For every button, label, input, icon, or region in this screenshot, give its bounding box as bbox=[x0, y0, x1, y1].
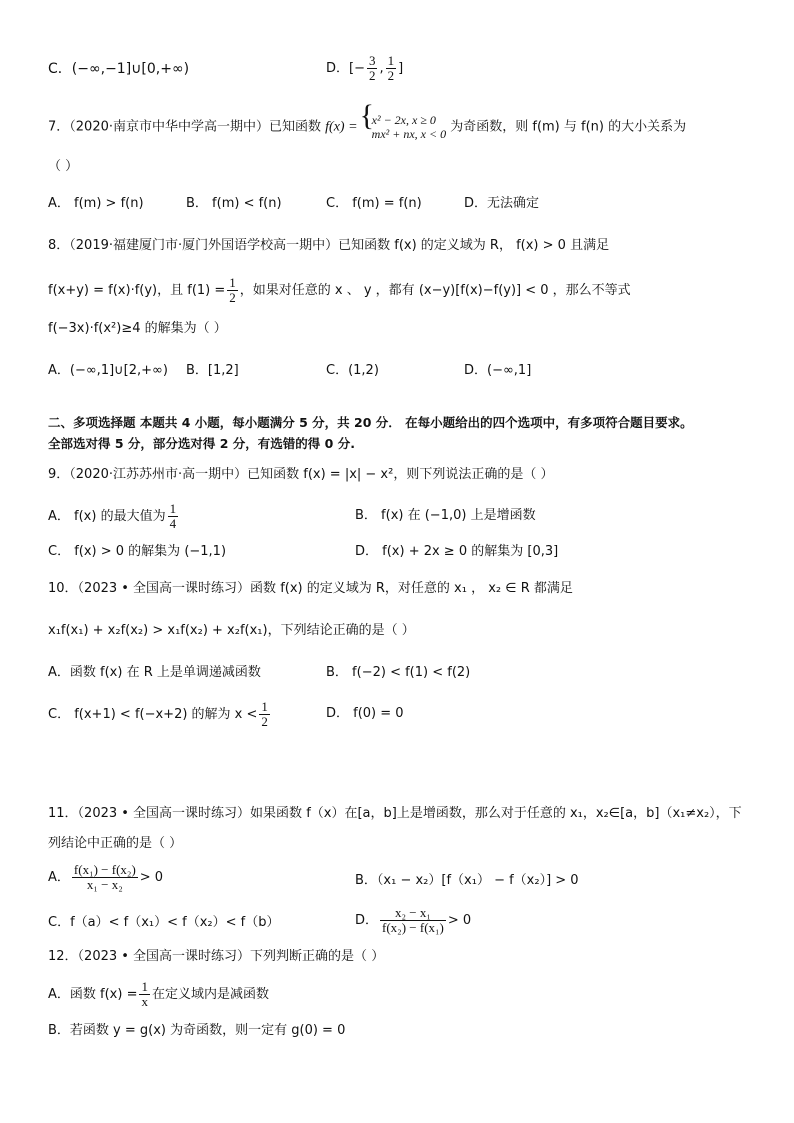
q7-piecewise: { x² − 2x, x ≥ 0 mx² + nx, x < 0 bbox=[362, 113, 446, 141]
q8-line2-b: ，如果对任意的 x 、 y ，都有 (x−y)[f(x)−f(y)] < 0 ，那么不等式 bbox=[239, 283, 631, 298]
q12-option-a-post: 在定义域内是减函数 bbox=[151, 987, 269, 1002]
q6-option-d-comma: , bbox=[379, 61, 384, 76]
q8-option-b: B．[1,2] bbox=[186, 363, 239, 378]
q10-option-c-text: C． f(x+1) < f(−x+2) 的解为 x < bbox=[48, 707, 258, 722]
q6-option-d bbox=[326, 54, 403, 83]
q12-option-a-text: A．函数 f(x) = bbox=[48, 987, 138, 1002]
q11-option-b: B．（x₁ − x₂）[f（x₁） − f（x₂）] > 0 bbox=[355, 873, 579, 888]
q8-stem-line1: 8．（2019·福建厦门市·厦门外国语学校高一期中）已知函数 f(x) 的定义域为 R， f(x) > 0 且满足 bbox=[48, 238, 610, 253]
section2-heading-line1: 二、多项选择题 本题共 4 小题，每小题满分 5 分，共 20 分． 在每小题给出的四个选项中，有多项符合题目要求。 bbox=[48, 415, 693, 430]
q8-stem-line2 bbox=[48, 276, 631, 305]
q7-option-b: B． f(m) < f(n) bbox=[186, 196, 282, 211]
q11-stem-line2: 列结论中正确的是（ ） bbox=[48, 836, 183, 851]
q11-option-c: C．f（a）< f（x₁）< f（x₂）< f（b） bbox=[48, 915, 280, 930]
q11-option-d-post: > 0 bbox=[447, 913, 472, 928]
q8-stem-line3: f(−3x)·f(x²)≥4 的解集为（ ） bbox=[48, 321, 227, 336]
q10-stem-line1: 10．（2023 • 全国高一课时练习）函数 f(x) 的定义域为 R，对任意的 x₁ ， x₂ ∈ R 都满足 bbox=[48, 581, 573, 596]
q7-option-c: C． f(m) = f(n) bbox=[326, 196, 422, 211]
q7-answer-paren: （ ） bbox=[48, 159, 79, 174]
q9-option-a-fraction: $\frac{1}{4}$ bbox=[169, 501, 177, 531]
q11-option-a bbox=[48, 863, 163, 892]
q12-option-a bbox=[48, 980, 269, 1009]
q10-option-c-fraction: $\frac{1}{2}$ bbox=[261, 699, 268, 729]
q11-option-a-fraction: $\frac{\text{f(x₁) − f(x₂)}}{\text{x₁ − x₂}}$ bbox=[73, 862, 136, 892]
q6-option-c: C．(−∞,−1]∪[0,+∞) bbox=[48, 61, 190, 77]
q9-stem: 9．（2020·江苏苏州市·高一期中）已知函数 f(x) = |x| − x²，则下列说法正确的是（ ） bbox=[48, 467, 554, 482]
q8-line2-a: f(x+y) = f(x)·f(y)，且 f(1) = bbox=[48, 283, 226, 298]
q7-stem bbox=[48, 113, 686, 141]
q9-option-b: B． f(x) 在 (−1,0) 上是增函数 bbox=[355, 508, 536, 523]
q9-option-d: D． f(x) + 2x ≥ 0 的解集为 [0,3] bbox=[355, 544, 559, 559]
q11-option-a-label: A． bbox=[48, 870, 70, 885]
section2-heading-line2: 全部选对得 5 分，部分选对得 2 分，有选错的得 0 分. bbox=[48, 436, 355, 451]
q7-option-d: D．无法确定 bbox=[464, 196, 540, 211]
q9-option-a bbox=[48, 502, 180, 531]
q9-option-a-text: A． f(x) 的最大值为 bbox=[48, 509, 166, 524]
q6-option-d-suffix: ] bbox=[398, 61, 404, 76]
q11-option-a-post: > 0 bbox=[139, 870, 164, 885]
q6-option-d-frac1: $\frac{3}{2}$ bbox=[368, 53, 376, 83]
q10-option-a: A．函数 f(x) 在 R 上是单调递减函数 bbox=[48, 665, 261, 680]
q8-half-fraction: $\frac{1}{2}$ bbox=[229, 275, 236, 305]
q7-prefix: 7．（2020·南京市中华中学高一期中）已知函数 bbox=[48, 119, 321, 135]
q7-suffix: 为奇函数，则 f(m) 与 f(n) 的大小关系为 bbox=[450, 119, 687, 135]
q7-option-a: A． f(m) > f(n) bbox=[48, 196, 144, 211]
q11-option-d bbox=[355, 906, 471, 935]
q6-option-d-prefix: D．[− bbox=[326, 61, 365, 76]
q11-stem-line1: 11．（2023 • 全国高一课时练习）如果函数 f（x）在[a，b]上是增函数，那么对于任意的 x₁，x₂∈[a，b]（x₁≠x₂），下 bbox=[48, 806, 742, 821]
q8-option-d: D．(−∞,1] bbox=[464, 363, 532, 378]
q8-option-a: A．(−∞,1]∪[2,+∞) bbox=[48, 363, 168, 378]
q11-option-d-label: D． bbox=[355, 913, 379, 928]
q12-option-b: B．若函数 y = g(x) 为奇函数，则一定有 g(0) = 0 bbox=[48, 1023, 346, 1038]
q6-option-d-frac2: $\frac{1}{2}$ bbox=[387, 53, 395, 83]
q7-function-label: f(x) = bbox=[325, 119, 358, 135]
q10-option-b: B． f(−2) < f(1) < f(2) bbox=[326, 665, 471, 680]
q10-stem-line2: x₁f(x₁) + x₂f(x₂) > x₁f(x₂) + x₂f(x₁)，下列结论正确的是（ ） bbox=[48, 623, 415, 638]
q12-stem: 12．（2023 • 全国高一课时练习）下列判断正确的是（ ） bbox=[48, 949, 385, 964]
q12-option-a-fraction: $\frac{1}{x}$ bbox=[141, 979, 148, 1009]
q10-option-c bbox=[48, 700, 272, 729]
q9-option-c: C． f(x) > 0 的解集为 (−1,1) bbox=[48, 544, 227, 559]
q11-option-d-fraction: $\frac{\text{x₂ − x₁}}{\text{f(x₂) − f(x₁)}}$ bbox=[382, 905, 444, 935]
q10-option-d: D． f(0) = 0 bbox=[326, 706, 404, 721]
q8-option-c: C．(1,2) bbox=[326, 363, 379, 378]
